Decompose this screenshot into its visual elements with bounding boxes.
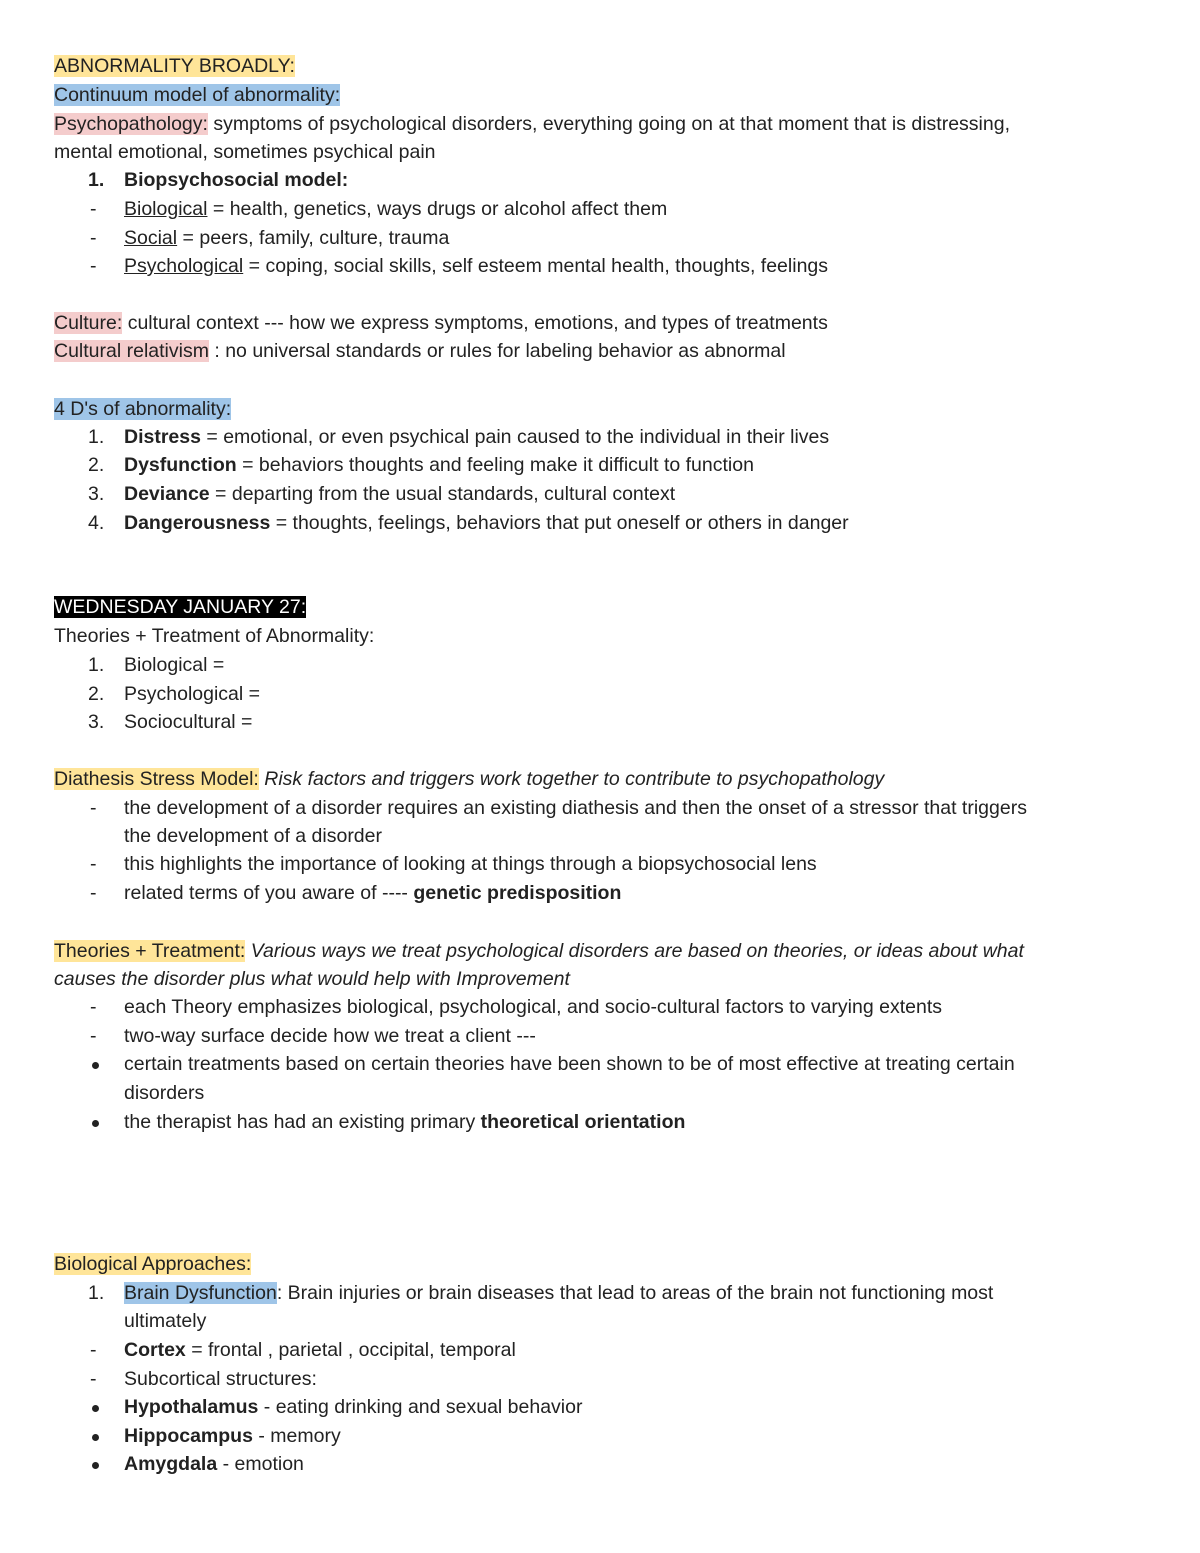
biological-approaches-heading: Biological Approaches: [54, 1253, 252, 1275]
bullet-icon [92, 1434, 99, 1441]
section-heading-abnormality: ABNORMALITY BROADLY: [54, 55, 295, 77]
diathesis-line: Diathesis Stress Model: Risk factors and triggers work together to contribute to psychopathology [54, 768, 885, 790]
psychopathology-line: Psychopathology: symptoms of psychological disorders, everything going on at that moment that is distressing, [54, 113, 1010, 135]
psychopathology-term: Psychopathology: [54, 113, 208, 135]
four-ds-heading: 4 D's of abnormality: [54, 398, 232, 420]
culture-line: Culture: cultural context --- how we express symptoms, emotions, and types of treatments [54, 312, 828, 334]
cultural-relativism-line: Cultural relativism : no universal standards or rules for labeling behavior as abnormal [54, 340, 786, 362]
bullet-icon [92, 1120, 99, 1127]
bullet-icon [92, 1405, 99, 1412]
date-heading: WEDNESDAY JANUARY 27: [54, 596, 307, 618]
theories-treatment-line: Theories + Treatment: Various ways we treat psychological disorders are based on theories, or ideas about what [54, 940, 1024, 962]
psychopathology-line-2: mental emotional, sometimes psychical pain [54, 141, 436, 163]
continuum-heading: Continuum model of abnormality: [54, 84, 341, 106]
bullet-icon [92, 1462, 99, 1469]
theories-treatment-line-2: causes the disorder plus what would help with Improvement [54, 968, 570, 990]
theories-title: Theories + Treatment of Abnormality: [54, 625, 375, 647]
bullet-icon [92, 1062, 99, 1069]
